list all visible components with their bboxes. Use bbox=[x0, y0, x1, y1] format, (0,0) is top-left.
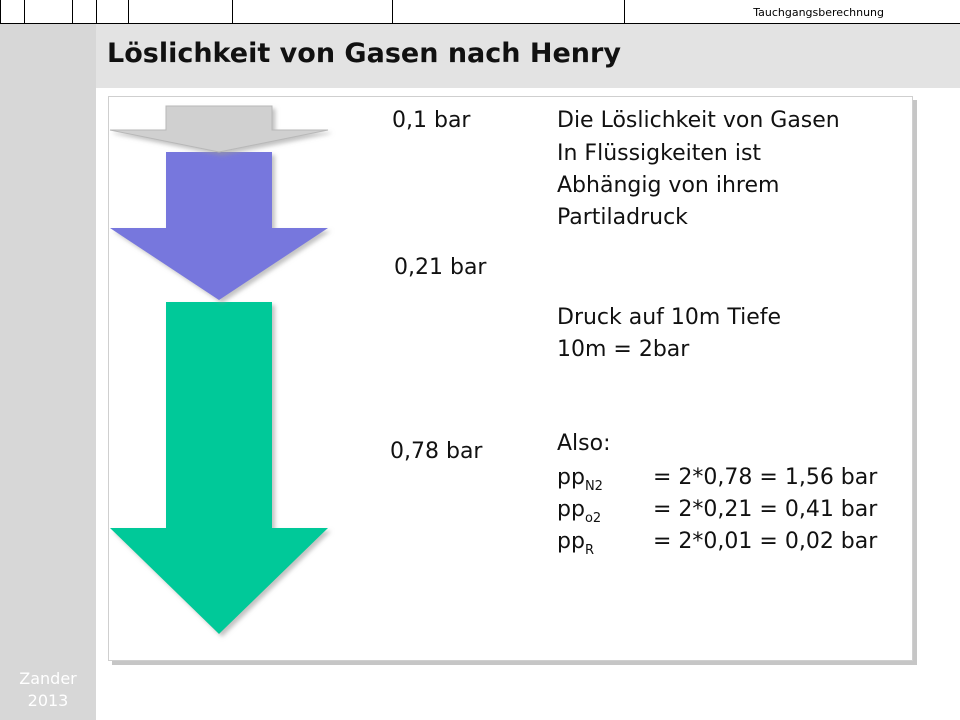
author-footer bbox=[0, 668, 96, 712]
strip-divider bbox=[96, 0, 97, 24]
arrow-label-grey: 0,1 bar bbox=[392, 108, 471, 133]
pp-subscript: o2 bbox=[584, 511, 602, 526]
arrow-label-green: 0,78 bar bbox=[390, 439, 483, 464]
strip-divider bbox=[624, 0, 625, 24]
intro-line: Abhängig von ihrem bbox=[557, 173, 780, 198]
pp-symbol: pp bbox=[557, 529, 585, 554]
partial-pressure-row bbox=[557, 495, 878, 528]
header-caption: Tauchgangsberechnung bbox=[753, 6, 884, 19]
pp-equation: = 2*0,01 = 0,02 bar bbox=[653, 529, 878, 554]
pp-equation: = 2*0,78 = 1,56 bar bbox=[653, 465, 878, 490]
strip-divider bbox=[0, 0, 1, 24]
left-sidebar bbox=[0, 24, 96, 720]
partial-pressure-row bbox=[557, 527, 878, 560]
top-strip bbox=[0, 0, 960, 24]
intro-line: In Flüssigkeiten ist bbox=[557, 141, 762, 166]
partial-pressure-row bbox=[557, 463, 878, 496]
pp-equation: = 2*0,21 = 0,41 bar bbox=[653, 497, 878, 522]
pp-subscript: R bbox=[584, 543, 594, 558]
strip-divider bbox=[128, 0, 129, 24]
pp-symbol: pp bbox=[557, 497, 585, 522]
arrow-label-blue: 0,21 bar bbox=[394, 255, 487, 280]
strip-divider bbox=[232, 0, 233, 24]
pp-symbol: pp bbox=[557, 465, 585, 490]
pressure-line: Druck auf 10m Tiefe bbox=[557, 305, 782, 330]
strip-divider bbox=[72, 0, 73, 24]
strip-divider bbox=[24, 0, 25, 24]
page-title: Löslichkeit von Gasen nach Henry bbox=[107, 38, 621, 69]
author-name: Zander bbox=[19, 669, 77, 688]
also-label: Also: bbox=[557, 431, 611, 456]
pressure-line: 10m = 2bar bbox=[557, 337, 690, 362]
content-panel bbox=[108, 96, 913, 661]
intro-line: Die Löslichkeit von Gasen bbox=[557, 108, 840, 133]
strip-divider bbox=[392, 0, 393, 24]
intro-line: Partiladruck bbox=[557, 205, 688, 230]
author-year: 2013 bbox=[27, 691, 69, 710]
pp-subscript: N2 bbox=[584, 479, 603, 494]
